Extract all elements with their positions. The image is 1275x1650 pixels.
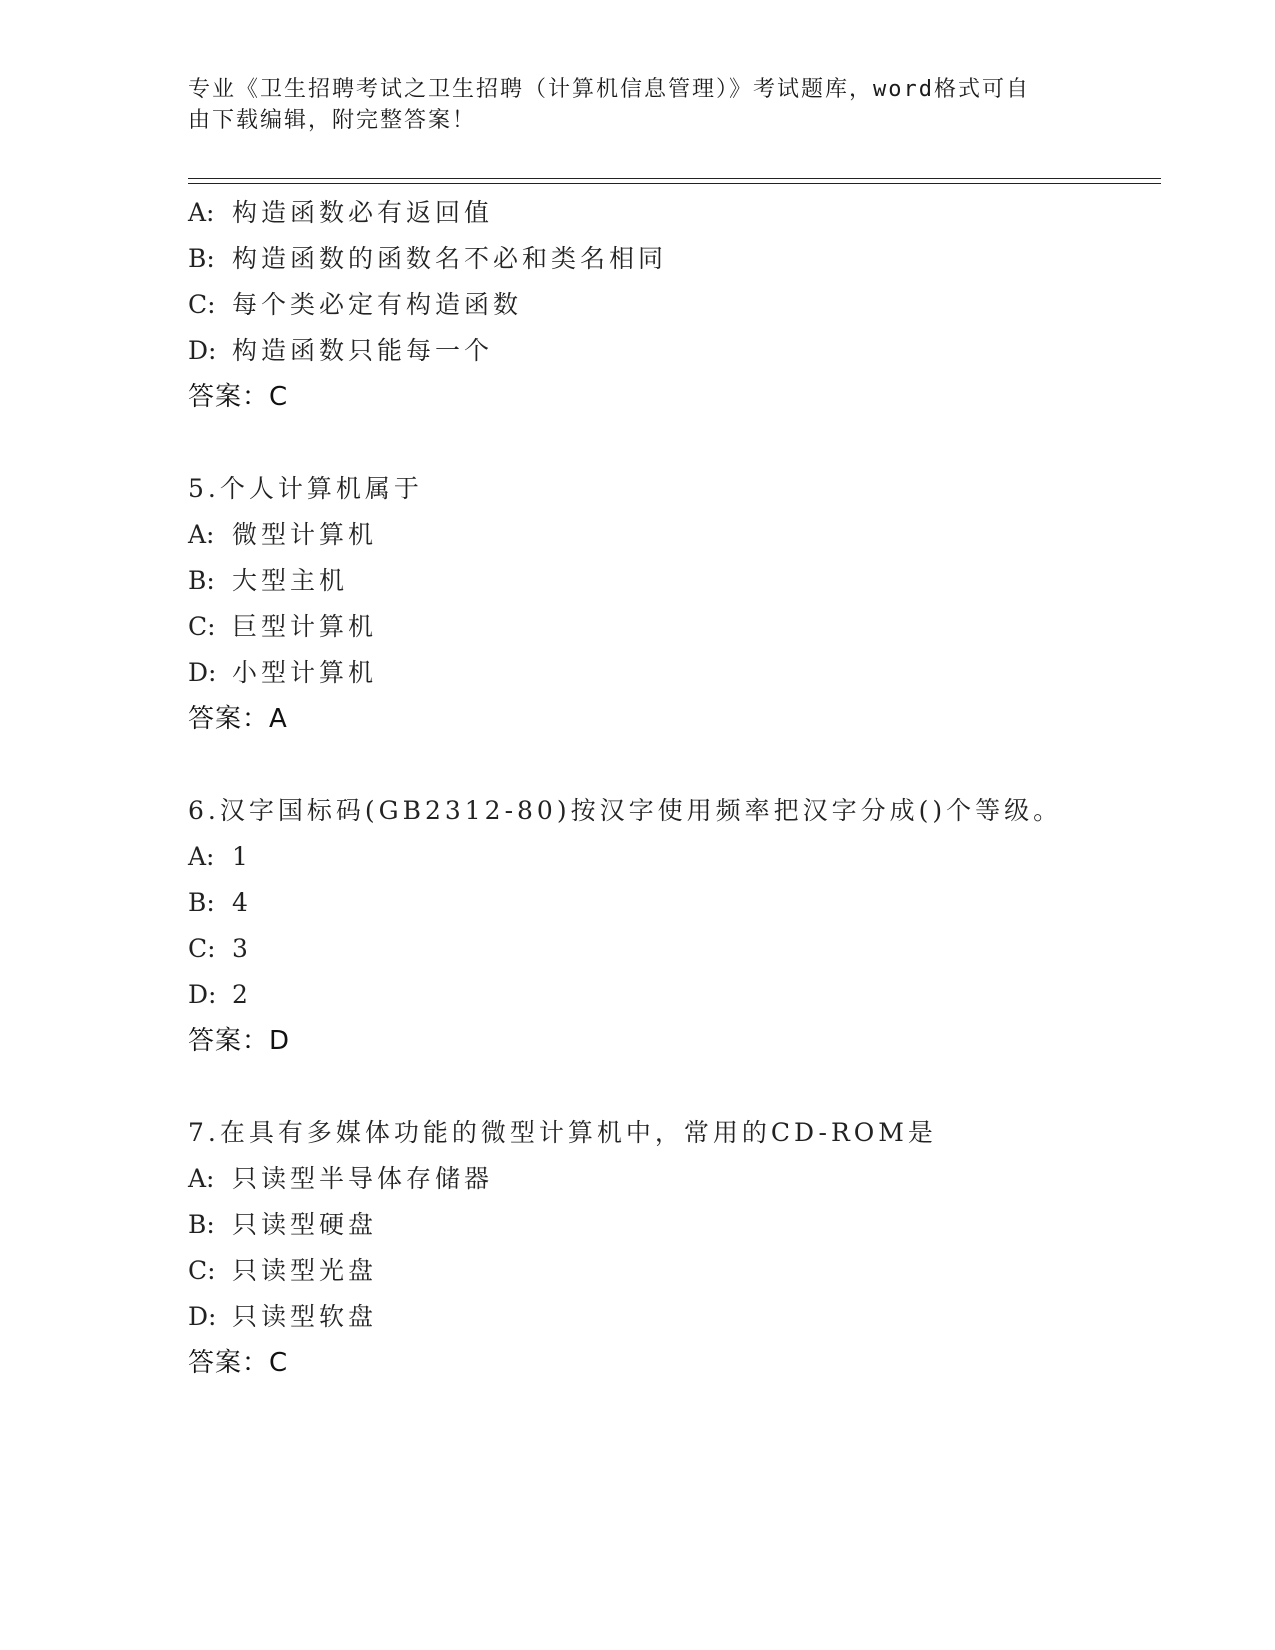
option-letter: C: xyxy=(188,934,216,963)
document-header xyxy=(188,74,1088,136)
option-d xyxy=(188,1294,1188,1340)
question-text: 7.在具有多媒体功能的微型计算机中，常用的CD-ROM是 xyxy=(188,1118,937,1147)
option-a xyxy=(188,1156,1188,1202)
answer-line: 答案：C xyxy=(188,382,289,412)
option-text: 构造函数只能每一个 xyxy=(232,336,494,365)
option-text: 1 xyxy=(232,842,252,871)
option-letter: A: xyxy=(188,198,215,227)
option-b xyxy=(188,1202,1188,1248)
option-letter: C: xyxy=(188,1256,216,1285)
option-text: 构造函数必有返回值 xyxy=(232,198,494,227)
option-letter: D: xyxy=(188,980,217,1009)
option-text: 小型计算机 xyxy=(232,658,378,687)
question-block-7 xyxy=(188,1110,1188,1386)
option-d xyxy=(188,972,1188,1018)
option-letter: A: xyxy=(188,842,215,871)
question-list xyxy=(188,190,1188,1386)
option-letter: C: xyxy=(188,612,216,641)
option-letter: B: xyxy=(188,888,215,917)
option-text: 3 xyxy=(232,934,252,963)
option-d xyxy=(188,328,1188,374)
answer-line: 答案：A xyxy=(188,704,288,734)
option-c xyxy=(188,1248,1188,1294)
answer-line: 答案：C xyxy=(188,1348,289,1378)
question-block-6 xyxy=(188,788,1188,1064)
option-d xyxy=(188,650,1188,696)
option-text: 每个类必定有构造函数 xyxy=(232,290,523,319)
option-text: 只读型半导体存储器 xyxy=(232,1164,494,1193)
option-letter: B: xyxy=(188,566,215,595)
option-letter: B: xyxy=(188,244,215,273)
option-c xyxy=(188,282,1188,328)
question-block-4 xyxy=(188,190,1188,420)
option-letter: B: xyxy=(188,1210,215,1239)
question-block-5 xyxy=(188,466,1188,742)
option-letter: D: xyxy=(188,658,217,687)
option-c xyxy=(188,926,1188,972)
spacer xyxy=(188,742,1188,788)
spacer xyxy=(188,1064,1188,1110)
option-b xyxy=(188,558,1188,604)
spacer xyxy=(188,420,1188,466)
option-text: 巨型计算机 xyxy=(232,612,378,641)
option-a xyxy=(188,512,1188,558)
option-text: 4 xyxy=(232,888,252,917)
option-text: 只读型硬盘 xyxy=(232,1210,378,1239)
option-b xyxy=(188,880,1188,926)
option-text: 2 xyxy=(232,980,252,1009)
header-divider-bottom xyxy=(188,183,1161,184)
option-text: 构造函数的函数名不必和类名相同 xyxy=(232,244,668,273)
option-letter: D: xyxy=(188,1302,217,1331)
option-c xyxy=(188,604,1188,650)
answer-line: 答案：D xyxy=(188,1026,291,1056)
header-line-2: 由下载编辑，附完整答案！ xyxy=(188,108,477,133)
option-letter: D: xyxy=(188,336,217,365)
option-letter: C: xyxy=(188,290,216,319)
option-letter: A: xyxy=(188,1164,215,1193)
option-a xyxy=(188,834,1188,880)
option-text: 微型计算机 xyxy=(232,520,378,549)
option-text: 大型主机 xyxy=(232,566,349,595)
header-divider-top xyxy=(188,178,1161,179)
option-b xyxy=(188,236,1188,282)
option-letter: A: xyxy=(188,520,215,549)
option-a xyxy=(188,190,1188,236)
option-text: 只读型光盘 xyxy=(232,1256,378,1285)
option-text: 只读型软盘 xyxy=(232,1302,378,1331)
header-line-1: 专业《卫生招聘考试之卫生招聘（计算机信息管理）》考试题库，word格式可自 xyxy=(188,77,1030,102)
question-text: 6.汉字国标码(GB2312-80)按汉字使用频率把汉字分成()个等级。 xyxy=(188,796,1063,825)
question-text: 5.个人计算机属于 xyxy=(188,474,423,503)
